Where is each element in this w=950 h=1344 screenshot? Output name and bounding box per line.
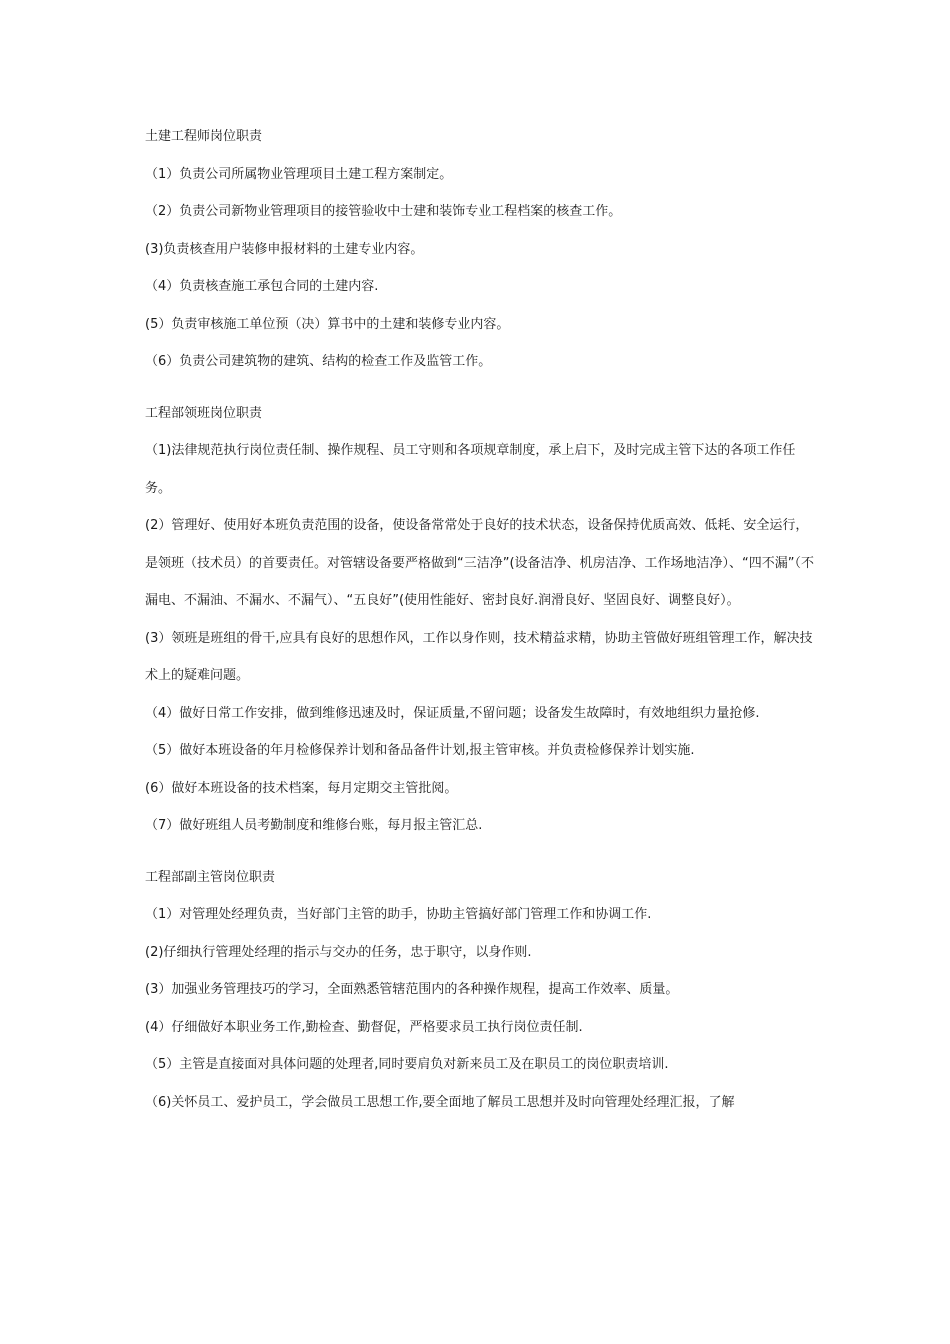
duty-item: （4）负责核查施工承包合同的土建内容. xyxy=(145,279,379,294)
duty-item: （5）做好本班设备的年月检修保养计划和备品备件计划,报主管审核。并负责检修保养计划实施. xyxy=(145,743,695,758)
duty-item: （6)关怀员工、爱护员工，学会做员工思想工作,要全面地了解员工思想并及时向管理处经理汇报，了解 xyxy=(145,1094,735,1110)
section-title: 工程部领班岗位职责 xyxy=(145,405,263,421)
document-page xyxy=(145,118,815,1121)
duty-item: （1)法律规范执行岗位责任制、操作规程、员工守则和各项规章制度，承上启下，及时完成主管下达的各项工作任务。 xyxy=(145,443,796,496)
section-foreman xyxy=(145,395,815,845)
duty-item: (3）加强业务管理技巧的学习，全面熟悉管辖范围内的各种操作规程，提高工作效率、质量。 xyxy=(145,982,679,997)
duty-item: (2)仔细执行管理处经理的指示与交办的任务，忠于职守，以身作则. xyxy=(145,944,532,960)
duty-item: （1）负责公司所属物业管理项目土建工程方案制定。 xyxy=(145,166,453,182)
duty-item: (2）管理好、使用好本班负责范围的设备，使设备常常处于良好的技术状态，设备保持优质高效、低耗、安全运行，是领班（技术员）的首要责任。对管辖设备要严格做到“三洁净”(设备洁净、机房洁净、工作场地洁净）、“四不漏”（不漏电、不漏油、不漏水、不漏气）、“五良好”(使用性能好、密封良好.润滑良好、坚固良好、调整良好）。 xyxy=(145,518,815,608)
section-civil-engineer xyxy=(145,118,815,381)
section-title: 工程部副主管岗位职责 xyxy=(145,869,276,885)
duty-item: (4）仔细做好本职业务工作,勤检查、勤督促，严格要求员工执行岗位责任制. xyxy=(145,1019,583,1035)
duty-item: （5）主管是直接面对具体问题的处理者,同时要肩负对新来员工及在职员工的岗位职责培训. xyxy=(145,1057,669,1072)
duty-item: (3)负责核查用户装修申报材料的土建专业内容。 xyxy=(145,241,424,257)
duty-item: （7）做好班组人员考勤制度和维修台账，每月报主管汇总. xyxy=(145,818,483,833)
duty-item: （4）做好日常工作安排，做到维修迅速及时，保证质量,不留问题；设备发生故障时，有效地组织力量抢修. xyxy=(145,705,760,721)
section-deputy-supervisor xyxy=(145,859,815,1122)
section-title: 土建工程师岗位职责 xyxy=(145,129,263,144)
duty-item: （2）负责公司新物业管理项目的接管验收中士建和装饰专业工程档案的核查工作。 xyxy=(145,204,622,219)
duty-item: (6）做好本班设备的技术档案，每月定期交主管批阅。 xyxy=(145,780,458,796)
duty-item: （1）对管理处经理负责，当好部门主管的助手，协助主管搞好部门管理工作和协调工作. xyxy=(145,907,652,922)
duty-item: (5）负责审核施工单位预（决）算书中的土建和装修专业内容。 xyxy=(145,316,510,332)
duty-item: （6）负责公司建筑物的建筑、结构的检查工作及监管工作。 xyxy=(145,354,492,369)
duty-item: (3）领班是班组的骨干,应具有良好的思想作风，工作以身作则，技术精益求精，协助主管做好班组管理工作，解决技术上的疑难问题。 xyxy=(145,630,813,683)
